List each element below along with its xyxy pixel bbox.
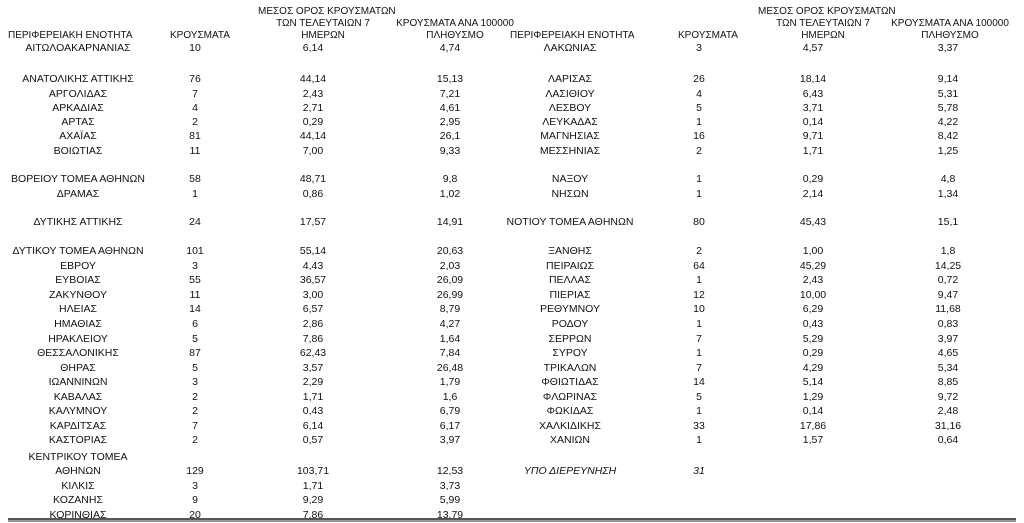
right-row-6-name: ΜΕΣΣΗΝΙΑΣ <box>539 145 601 157</box>
left-row-10-name: ΔΥΤΙΚΟΥ ΤΟΜΕΑ ΑΘΗΝΩΝ <box>12 245 144 257</box>
right-row-0-avg: 4,57 <box>802 42 824 54</box>
left-row-14-avg: 6,57 <box>302 303 324 315</box>
left-row-14-cases: 14 <box>189 303 201 315</box>
left-row-11-cases: 3 <box>192 260 198 272</box>
left-row-23-per100k: 3,97 <box>439 434 461 446</box>
left-row-5-avg: 44,14 <box>299 130 327 142</box>
left-row-23-avg: 0,57 <box>302 434 324 446</box>
left-row-27-per100k: 5,99 <box>439 494 461 506</box>
left-row-6-avg: 7,00 <box>302 145 324 157</box>
right-row-14-cases: 10 <box>693 303 705 315</box>
left-row-20-per100k: 1,6 <box>442 391 458 403</box>
left-row-20-name: ΚΑΒΑΛΑΣ <box>53 391 103 403</box>
left-row-22-name: ΚΑΡΔΙΤΣΑΣ <box>49 420 107 432</box>
right-row-1-cases: 26 <box>693 73 705 85</box>
left-header-per100k-line2: ΠΛΗΘΥΣΜΟ <box>426 30 484 41</box>
left-row-12-name: ΕΥΒΟΙΑΣ <box>55 274 101 286</box>
right-row-11-avg: 45,29 <box>799 260 827 272</box>
left-row-1-avg: 44,14 <box>299 73 327 85</box>
right-row-9-avg: 45,43 <box>799 216 827 228</box>
left-row-3-avg: 2,71 <box>302 102 324 114</box>
left-row-26-per100k: 3,73 <box>439 480 461 492</box>
right-row-10-per100k: 1,8 <box>940 245 956 257</box>
left-row-22-cases: 7 <box>192 420 198 432</box>
left-header-avg-line3: ΗΜΕΡΩΝ <box>301 30 345 41</box>
left-row-2-per100k: 7,21 <box>439 88 461 100</box>
right-row-24-cases: 31 <box>693 465 705 477</box>
right-row-3-per100k: 5,78 <box>937 102 959 114</box>
right-row-4-name: ΛΕΥΚΑΔΑΣ <box>542 116 598 128</box>
right-row-17-cases: 1 <box>696 347 702 359</box>
right-header-avg-line2: ΤΩΝ ΤΕΛΕΥΤΑΙΩΝ 7 <box>776 18 870 29</box>
left-row-15-name: ΗΜΑΘΙΑΣ <box>54 318 102 330</box>
left-row-2-cases: 7 <box>192 88 198 100</box>
right-row-6-per100k: 1,25 <box>937 145 959 157</box>
left-row-7-name: ΒΟΡΕΙΟΥ ΤΟΜΕΑ ΑΘΗΝΩΝ <box>11 173 145 185</box>
right-row-12-per100k: 0,72 <box>937 274 959 286</box>
right-row-7-cases: 1 <box>696 173 702 185</box>
left-row-21-cases: 2 <box>192 405 198 417</box>
right-row-20-avg: 1,29 <box>802 391 824 403</box>
left-row-27-cases: 9 <box>192 494 198 506</box>
right-row-10-name: ΞΑΝΘΗΣ <box>548 245 592 257</box>
right-row-12-avg: 2,43 <box>802 274 824 286</box>
left-row-4-name: ΑΡΤΑΣ <box>61 116 95 128</box>
left-row-16-per100k: 1,64 <box>439 333 461 345</box>
right-row-14-avg: 6,29 <box>802 303 824 315</box>
left-row-7-per100k: 9,8 <box>442 173 458 185</box>
bottom-rule <box>8 518 1016 520</box>
right-row-19-per100k: 8,85 <box>937 376 959 388</box>
left-row-5-cases: 81 <box>189 130 201 142</box>
left-row-6-name: ΒΟΙΩΤΙΑΣ <box>53 145 103 157</box>
left-row-26-avg: 1,71 <box>302 480 324 492</box>
left-row-8-per100k: 1,02 <box>439 188 461 200</box>
right-row-22-cases: 33 <box>693 420 705 432</box>
left-row-22-avg: 6,14 <box>302 420 324 432</box>
left-row-16-cases: 5 <box>192 333 198 345</box>
right-row-14-name: ΡΕΘΥΜΝΟΥ <box>539 303 600 315</box>
right-row-15-name: ΡΟΔΟΥ <box>551 318 589 330</box>
left-row-9-cases: 24 <box>189 216 201 228</box>
right-row-15-per100k: 0,83 <box>937 318 959 330</box>
left-row-3-per100k: 4,61 <box>439 102 461 114</box>
right-row-6-avg: 1,71 <box>802 145 824 157</box>
right-row-10-cases: 2 <box>696 245 702 257</box>
right-row-20-name: ΦΛΩΡΙΝΑΣ <box>542 391 598 403</box>
right-row-19-name: ΦΘΙΩΤΙΔΑΣ <box>541 376 599 388</box>
left-row-9-avg: 17,57 <box>299 216 327 228</box>
left-row-18-name: ΘΗΡΑΣ <box>60 362 96 374</box>
right-row-17-avg: 0,29 <box>802 347 824 359</box>
right-row-13-cases: 12 <box>693 289 705 301</box>
right-row-7-avg: 0,29 <box>802 173 824 185</box>
right-row-5-cases: 16 <box>693 130 705 142</box>
right-row-0-name: ΛΑΚΩΝΙΑΣ <box>543 42 597 54</box>
left-row-23-name: ΚΑΣΤΟΡΙΑΣ <box>48 434 108 446</box>
left-row-4-per100k: 2,95 <box>439 116 461 128</box>
right-row-5-avg: 9,71 <box>802 130 824 142</box>
left-row-22-per100k: 6,17 <box>439 420 461 432</box>
left-row-24-name: ΚΕΝΤΡΙΚΟΥ ΤΟΜΕΑ <box>28 451 128 463</box>
right-row-4-cases: 1 <box>696 116 702 128</box>
right-row-9-cases: 80 <box>693 216 705 228</box>
left-row-15-avg: 2,86 <box>302 318 324 330</box>
right-row-15-avg: 0,43 <box>802 318 824 330</box>
right-row-20-cases: 5 <box>696 391 702 403</box>
right-row-22-avg: 17,86 <box>799 420 827 432</box>
right-row-3-cases: 5 <box>696 102 702 114</box>
right-row-11-cases: 64 <box>693 260 705 272</box>
right-row-2-name: ΛΑΣΙΘΙΟΥ <box>545 88 595 100</box>
right-row-21-cases: 1 <box>696 405 702 417</box>
left-row-8-avg: 0,86 <box>302 188 324 200</box>
right-row-11-name: ΠΕΙΡΑΙΩΣ <box>546 260 594 272</box>
left-row-7-avg: 48,71 <box>299 173 327 185</box>
right-row-13-name: ΠΙΕΡΙΑΣ <box>549 289 591 301</box>
left-row-0-avg: 6,14 <box>302 42 324 54</box>
right-row-19-cases: 14 <box>693 376 705 388</box>
right-row-1-avg: 18,14 <box>799 73 827 85</box>
right-row-2-per100k: 5,31 <box>937 88 959 100</box>
left-row-10-per100k: 20,63 <box>436 245 464 257</box>
right-row-2-avg: 6,43 <box>802 88 824 100</box>
right-header-region: ΠΕΡΙΦΕΡΕΙΑΚΗ ΕΝΟΤΗΤΑ <box>510 30 635 41</box>
right-row-23-name: ΧΑΝΙΩΝ <box>550 434 590 446</box>
right-row-20-per100k: 9,72 <box>937 391 959 403</box>
left-row-17-name: ΘΕΣΣΑΛΟΝΙΚΗΣ <box>37 347 119 359</box>
left-row-25-per100k: 12,53 <box>436 465 464 477</box>
right-header-avg-line3: ΗΜΕΡΩΝ <box>801 30 845 41</box>
left-header-avg-line1: ΜΕΣΟΣ ΟΡΟΣ ΚΡΟΥΣΜΑΤΩΝ <box>258 6 396 17</box>
left-row-11-name: ΕΒΡΟΥ <box>60 260 96 272</box>
left-row-25-cases: 129 <box>186 465 204 477</box>
right-header-cases: ΚΡΟΥΣΜΑΤΑ <box>678 30 738 41</box>
left-row-10-avg: 55,14 <box>299 245 327 257</box>
left-row-15-per100k: 4,27 <box>439 318 461 330</box>
left-row-5-per100k: 26,1 <box>439 130 461 142</box>
left-header-region: ΠΕΡΙΦΕΡΕΙΑΚΗ ΕΝΟΤΗΤΑ <box>8 30 133 41</box>
right-row-22-name: ΧΑΛΚΙΔΙΚΗΣ <box>539 420 601 432</box>
right-row-10-avg: 1,00 <box>802 245 824 257</box>
left-header-per100k-line1: ΚΡΟΥΣΜΑΤΑ ΑΝΑ 100000 <box>396 18 514 29</box>
right-row-16-avg: 5,29 <box>802 333 824 345</box>
right-row-5-per100k: 8,42 <box>937 130 959 142</box>
right-row-18-name: ΤΡΙΚΑΛΩΝ <box>543 362 597 374</box>
right-row-0-per100k: 3,37 <box>937 42 959 54</box>
left-row-17-avg: 62,43 <box>299 347 327 359</box>
left-row-28-name: ΚΟΡΙΝΘΙΑΣ <box>49 509 107 521</box>
left-row-18-avg: 3,57 <box>302 362 324 374</box>
left-row-16-avg: 7,86 <box>302 333 324 345</box>
left-row-3-cases: 4 <box>192 102 198 114</box>
right-row-3-name: ΛΕΣΒΟΥ <box>548 102 592 114</box>
right-row-21-name: ΦΩΚΙΔΑΣ <box>546 405 594 417</box>
left-row-17-cases: 87 <box>189 347 201 359</box>
right-header-avg-line1: ΜΕΣΟΣ ΟΡΟΣ ΚΡΟΥΣΜΑΤΩΝ <box>758 6 896 17</box>
left-row-14-per100k: 8,79 <box>439 303 461 315</box>
right-row-24-name: ΥΠΟ ΔΙΕΡΕΥΝΗΣΗ <box>523 465 617 477</box>
right-row-8-name: ΝΗΣΩΝ <box>551 188 589 200</box>
right-row-23-avg: 1,57 <box>802 434 824 446</box>
left-row-11-per100k: 2,03 <box>439 260 461 272</box>
right-row-18-cases: 7 <box>696 362 702 374</box>
left-row-5-name: ΑΧΑΪΑΣ <box>59 130 97 142</box>
left-row-13-name: ΖΑΚΥΝΘΟΥ <box>48 289 107 301</box>
left-row-27-avg: 9,29 <box>302 494 324 506</box>
right-row-19-avg: 5,14 <box>802 376 824 388</box>
left-row-25-name: ΑΘΗΝΩΝ <box>55 465 101 477</box>
right-row-8-avg: 2,14 <box>802 188 824 200</box>
left-row-7-cases: 58 <box>189 173 201 185</box>
right-header-per100k-line2: ΠΛΗΘΥΣΜΟ <box>921 30 979 41</box>
left-row-23-cases: 2 <box>192 434 198 446</box>
right-row-16-per100k: 3,97 <box>937 333 959 345</box>
right-row-1-name: ΛΑΡΙΣΑΣ <box>548 73 592 85</box>
right-row-15-cases: 1 <box>696 318 702 330</box>
right-row-2-cases: 4 <box>696 88 702 100</box>
left-row-18-cases: 5 <box>192 362 198 374</box>
left-header-avg-line2: ΤΩΝ ΤΕΛΕΥΤΑΙΩΝ 7 <box>276 18 370 29</box>
left-row-20-cases: 2 <box>192 391 198 403</box>
right-row-21-per100k: 2,48 <box>937 405 959 417</box>
left-row-6-cases: 11 <box>189 145 201 157</box>
right-row-23-per100k: 0,64 <box>937 434 959 446</box>
left-row-13-cases: 11 <box>189 289 201 301</box>
left-row-12-cases: 55 <box>189 274 201 286</box>
right-row-0-cases: 3 <box>696 42 702 54</box>
left-row-4-avg: 0,29 <box>302 116 324 128</box>
right-row-12-name: ΠΕΛΛΑΣ <box>548 274 592 286</box>
left-row-10-cases: 101 <box>186 245 204 257</box>
right-row-4-per100k: 4,22 <box>937 116 959 128</box>
right-row-9-name: ΝΟΤΙΟΥ ΤΟΜΕΑ ΑΘΗΝΩΝ <box>506 216 634 228</box>
right-row-6-cases: 2 <box>696 145 702 157</box>
right-row-23-cases: 1 <box>696 434 702 446</box>
left-row-27-name: ΚΟΖΑΝΗΣ <box>53 494 103 506</box>
right-row-7-name: ΝΑΞΟΥ <box>551 173 589 185</box>
left-row-11-avg: 4,43 <box>302 260 324 272</box>
left-row-26-name: ΚΙΛΚΙΣ <box>61 480 95 492</box>
left-row-18-per100k: 26,48 <box>436 362 464 374</box>
right-row-18-avg: 4,29 <box>802 362 824 374</box>
left-row-20-avg: 1,71 <box>302 391 324 403</box>
left-row-8-name: ΔΡΑΜΑΣ <box>56 188 100 200</box>
right-header-per100k-line1: ΚΡΟΥΣΜΑΤΑ ΑΝΑ 100000 <box>891 18 1009 29</box>
left-row-15-cases: 6 <box>192 318 198 330</box>
left-row-19-per100k: 1,79 <box>439 376 461 388</box>
right-row-9-per100k: 15,1 <box>937 216 959 228</box>
left-row-3-name: ΑΡΚΑΔΙΑΣ <box>52 102 104 114</box>
left-row-19-cases: 3 <box>192 376 198 388</box>
right-row-11-per100k: 14,25 <box>934 260 962 272</box>
left-row-21-avg: 0,43 <box>302 405 324 417</box>
right-row-22-per100k: 31,16 <box>934 420 962 432</box>
left-row-1-name: ΑΝΑΤΟΛΙΚΗΣ ΑΤΤΙΚΗΣ <box>22 73 134 85</box>
right-row-13-avg: 10,00 <box>799 289 827 301</box>
left-row-12-avg: 36,57 <box>299 274 327 286</box>
right-row-16-name: ΣΕΡΡΩΝ <box>548 333 592 345</box>
right-row-21-avg: 0,14 <box>802 405 824 417</box>
left-row-2-name: ΑΡΓΟΛΙΔΑΣ <box>48 88 108 100</box>
left-header-cases: ΚΡΟΥΣΜΑΤΑ <box>170 30 230 41</box>
left-row-21-name: ΚΑΛΥΜΝΟΥ <box>48 405 108 417</box>
left-row-28-avg: 7,86 <box>302 509 324 521</box>
left-row-16-name: ΗΡΑΚΛΕΙΟΥ <box>48 333 108 345</box>
left-row-13-per100k: 26,99 <box>436 289 464 301</box>
right-row-7-per100k: 4,8 <box>940 173 956 185</box>
left-row-17-per100k: 7,84 <box>439 347 461 359</box>
left-row-9-name: ΔΥΤΙΚΗΣ ΑΤΤΙΚΗΣ <box>33 216 123 228</box>
left-row-14-name: ΗΛΕΙΑΣ <box>58 303 97 315</box>
left-row-0-cases: 10 <box>189 42 201 54</box>
right-row-8-per100k: 1,34 <box>937 188 959 200</box>
left-row-1-cases: 76 <box>189 73 201 85</box>
left-row-28-per100k: 13,79 <box>436 509 464 521</box>
left-row-13-avg: 3,00 <box>302 289 324 301</box>
left-row-2-avg: 2,43 <box>302 88 324 100</box>
right-row-16-cases: 7 <box>696 333 702 345</box>
left-row-19-avg: 2,29 <box>302 376 324 388</box>
right-row-12-cases: 1 <box>696 274 702 286</box>
right-row-3-avg: 3,71 <box>802 102 824 114</box>
left-row-0-name: ΑΙΤΩΛΟΑΚΑΡΝΑΝΙΑΣ <box>25 42 131 54</box>
right-row-8-cases: 1 <box>696 188 702 200</box>
right-row-13-per100k: 9,47 <box>937 289 959 301</box>
right-row-5-name: ΜΑΓΝΗΣΙΑΣ <box>540 130 600 142</box>
left-row-28-cases: 20 <box>189 509 201 521</box>
right-row-14-per100k: 11,68 <box>935 303 961 315</box>
left-row-9-per100k: 14,91 <box>436 216 464 228</box>
left-row-6-per100k: 9,33 <box>439 145 461 157</box>
left-row-1-per100k: 15,13 <box>436 73 464 85</box>
left-row-25-avg: 103,71 <box>296 465 330 477</box>
right-row-17-per100k: 4,65 <box>937 347 959 359</box>
right-row-4-avg: 0,14 <box>802 116 824 128</box>
left-row-12-per100k: 26,09 <box>436 274 464 286</box>
left-row-21-per100k: 6,79 <box>439 405 461 417</box>
right-row-1-per100k: 9,14 <box>937 73 959 85</box>
left-row-0-per100k: 4,74 <box>439 42 461 54</box>
right-row-18-per100k: 5,34 <box>937 362 959 374</box>
right-row-17-name: ΣΥΡΟΥ <box>552 347 588 359</box>
left-row-8-cases: 1 <box>192 188 198 200</box>
left-row-26-cases: 3 <box>192 480 198 492</box>
left-row-19-name: ΙΩΑΝΝΙΝΩΝ <box>48 376 108 388</box>
left-row-4-cases: 2 <box>192 116 198 128</box>
